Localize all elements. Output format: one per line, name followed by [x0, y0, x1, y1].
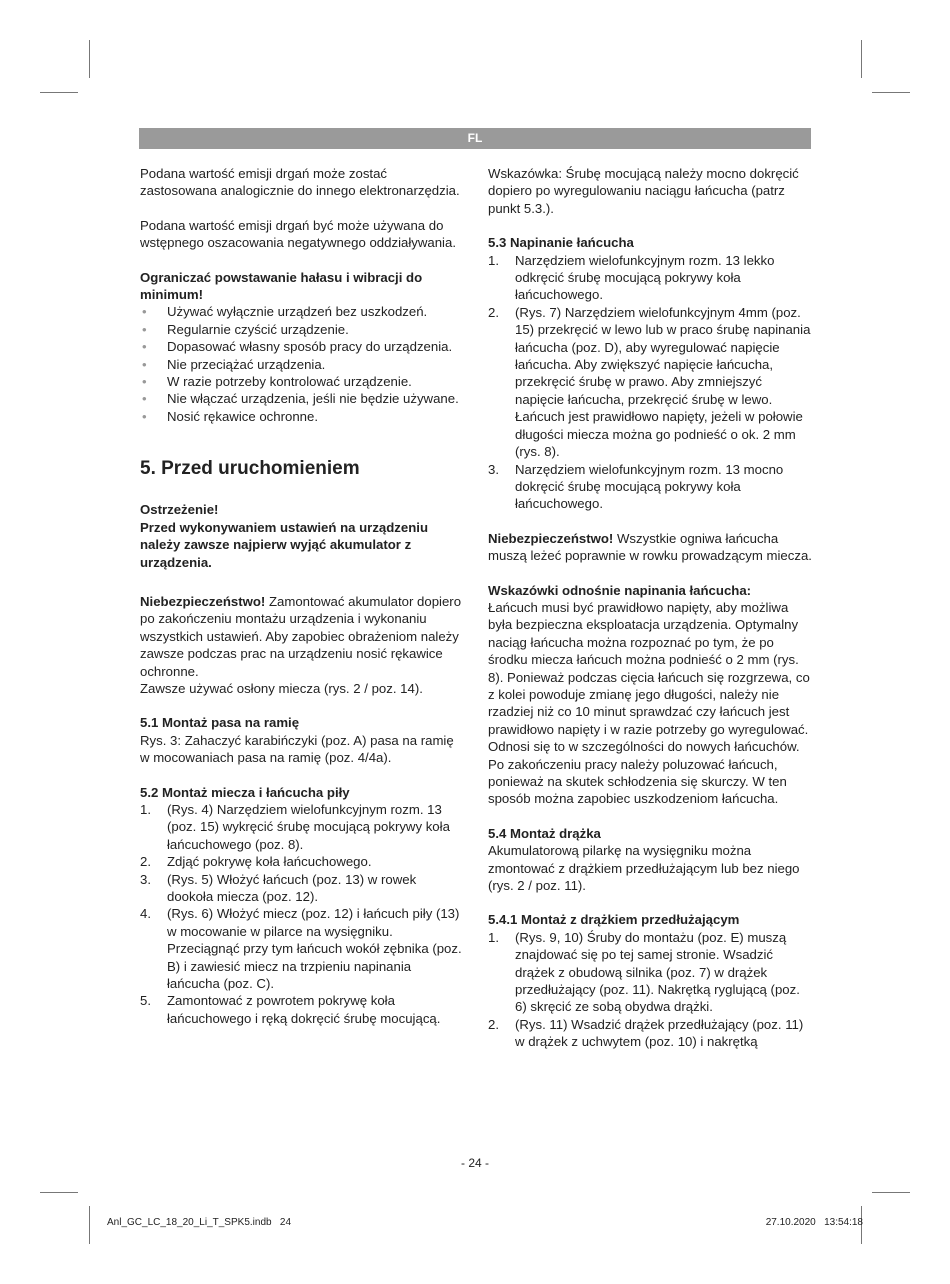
step-number: 2. [488, 304, 499, 320]
left-column [140, 165, 465, 1027]
step-number: 3. [140, 871, 151, 887]
step-text: (Rys. 7) Narzędziem wielofunkcyjnym 4mm (poz. 15) przekręcić w lewo lub w praco śrubę napinania łańcucha (poz. D), aby wyregulować napięcie łańcucha. Aby zwiększyć napięcie łańcucha, przekręcić śrubę w prawo. Aby zmniejszyć napięcie łańcucha, przekręcić śrubę w lewo. Łańcuch jest prawidłowo napięty, jeżeli w połowie długości miecza można go podnieść o ok. 2 mm (rys. 8). [515, 304, 811, 460]
paragraph: Podana wartość emisji drgań być może używana do wstępnego oszacowania negatywnego oddziaływania. [140, 217, 456, 251]
step-number: 5. [140, 993, 151, 1009]
bullet-icon: • [142, 321, 147, 337]
page-number: - 24 - [460, 1156, 489, 1170]
list-item-text: Nosić rękawice ochronne. [167, 408, 318, 424]
list-item [140, 373, 465, 390]
crop-mark [40, 92, 78, 93]
noise-heading: Ograniczać powstawanie hałasu i wibracji do minimum! [140, 269, 423, 303]
bullet-list [140, 303, 465, 425]
step-text: (Rys. 5) Włożyć łańcuch (poz. 13) w rowek dookoła miecza (poz. 12). [167, 871, 417, 904]
step-number: 2. [140, 854, 151, 870]
bullet-icon: • [142, 408, 147, 424]
danger-label: Niebezpieczeństwo! [488, 530, 614, 546]
bullet-icon: • [142, 304, 147, 320]
danger-label: Niebezpieczeństwo! [140, 593, 266, 609]
tension-heading: Wskazówki odnośnie napinania łańcucha: [488, 582, 752, 598]
list-item [140, 992, 465, 1027]
step-text: (Rys. 11) Wsadzić drążek przedłużający (poz. 11) w drążek z uchwytem (poz. 10) i nakrętką [515, 1016, 804, 1050]
print-date: 27.10.2020 13:54:18 [765, 1217, 863, 1228]
list-item-text: W razie potrzeby kontrolować urządzenie. [167, 374, 412, 390]
step-text: Zamontować z powrotem pokrywę koła łańcuchowego i ręką dokręcić śrubę mocującą. [167, 993, 441, 1026]
crop-mark [861, 40, 862, 78]
list-item [140, 905, 465, 992]
paragraph: Podana wartość emisji drgań może zostać zastosowana analogicznie do innego elektronarzędzia. [140, 166, 460, 199]
step-text: Narzędziem wielofunkcyjnym rozm. 13 lekko odkręcić śrubę mocującą pokrywy koła łańcuchowego. [515, 252, 775, 303]
danger-paragraph [140, 593, 465, 680]
step-text: Zdjąć pokrywę koła łańcuchowego. [167, 854, 372, 870]
crop-mark [872, 1192, 910, 1193]
step-number: 1. [140, 801, 151, 817]
language-header-bar [139, 128, 811, 149]
list-item [140, 303, 465, 320]
hint-paragraph: Wskazówka: Śrubę mocującą należy mocno dokręcić dopiero po wyregulowaniu naciągu łańcucha (patrz punkt 5.3.). [488, 166, 799, 216]
list-item [140, 853, 465, 870]
danger-text: Zamontować akumulator dopiero po zakończeniu montażu urządzenia i wykonaniu wszystkich ustawień. Aby zapobiec obrażeniom należy zawsze podczas prac na urządzeniu nosić rękawice ochronne. [140, 593, 462, 679]
step-text: Narzędziem wielofunkcyjnym rozm. 13 mocno dokręcić śrubę mocującą pokrywy koła łańcuchowego. [515, 461, 784, 512]
step-text: (Rys. 4) Narzędziem wielofunkcyjnym rozm. 13 (poz. 15) wykręcić śrubę mocującą pokrywy koła łańcuchowego (poz. 8). [167, 801, 450, 852]
list-item [488, 252, 813, 304]
list-item [140, 871, 465, 906]
step-number: 4. [140, 906, 151, 922]
bullet-icon: • [142, 356, 147, 372]
subsection-title: 5.2 Montaż miecza i łańcucha piły [140, 784, 350, 800]
list-item [488, 929, 813, 1016]
list-item [488, 304, 813, 461]
danger-paragraph [488, 530, 813, 565]
danger-paragraph-2: Zawsze używać osłony miecza (rys. 2 / poz. 14). [140, 680, 423, 696]
subsection-title: 5.4 Montaż drążka [488, 825, 601, 841]
list-item [488, 461, 813, 513]
language-code: FL [467, 131, 483, 145]
list-item [140, 390, 465, 407]
list-item [140, 356, 465, 373]
crop-mark [872, 92, 910, 93]
list-item-text: Nie przeciążać urządzenia. [167, 356, 326, 372]
subsection-title: 5.1 Montaż pasa na ramię [140, 715, 300, 731]
step-text: (Rys. 6) Włożyć miecz (poz. 12) i łańcuch piły (13) w mocowanie w pilarce na wysięgniku. Przeciągnąć przy tym łańcuch wokół zębnika (poz. B) i zawiesić miecz na trzpieniu napinania łańcucha (poz. C). [167, 906, 462, 992]
list-item-text: Używać wyłącznie urządzeń bez uszkodzeń. [167, 304, 428, 320]
step-number: 3. [488, 461, 499, 477]
bullet-icon: • [142, 339, 147, 355]
numbered-list [488, 929, 813, 1051]
list-item [140, 408, 465, 425]
paragraph: Łańcuch musi być prawidłowo napięty, aby możliwa była bezpieczna eksploatacja urządzenia. Optymalny naciąg łańcucha można rozpoznać po tym, że po środku miecza łańcuch można podnieść o 2 mm (rys. 8). Ponieważ podczas cięcia łańcuch się rozgrzewa, co z kolei powoduje zmianę jego długości, należy nie rzadziej niż co 10 minut sprawdzać czy łańcuch jest prawidłowo napięty i w razie potrzeby go wyregulować. Odnosi się to w szczególności do nowych łańcuchów. Po zakończeniu pracy należy poluzować łańcuch, ponieważ na skutek schłodzenia się skurczy. W ten sposób można zapobiec uszkodzeniom łańcucha. [488, 599, 810, 807]
paragraph: Akumulatorową pilarkę na wysięgniku można zmontować z drążkiem przedłużającym lub bez niego (rys. 2 / poz. 11). [488, 843, 800, 894]
section-title: 5. Przed uruchomieniem [140, 458, 360, 480]
step-number: 1. [488, 929, 499, 945]
danger-text: Wszystkie ogniwa łańcucha muszą leżeć poprawnie w rowku prowadzącym miecza. [488, 530, 812, 564]
crop-mark [40, 1192, 78, 1193]
bullet-icon: • [142, 391, 147, 407]
list-item [140, 321, 465, 338]
numbered-list [488, 252, 813, 513]
crop-mark [89, 1206, 90, 1244]
subsection-title: 5.3 Napinanie łańcucha [488, 235, 634, 251]
list-item [140, 801, 465, 853]
subsection-title: 5.4.1 Montaż z drążkiem przedłużającym [488, 912, 740, 928]
step-number: 2. [488, 1016, 499, 1032]
numbered-list [140, 801, 465, 1027]
list-item [140, 338, 465, 355]
warning-text: Przed wykonywaniem ustawień na urządzeniu należy zawsze najpierw wyjąć akumulator z urządzenia. [140, 519, 429, 570]
crop-mark [89, 40, 90, 78]
list-item-text: Nie włączać urządzenia, jeśli nie będzie używane. [167, 391, 459, 407]
list-item-text: Regularnie czyścić urządzenie. [167, 321, 349, 337]
warning-title: Ostrzeżenie! [140, 502, 219, 518]
list-item-text: Dopasować własny sposób pracy do urządzenia. [167, 339, 453, 355]
right-column [488, 165, 813, 1051]
bullet-icon: • [142, 374, 147, 390]
list-item [488, 1016, 813, 1051]
paragraph: Rys. 3: Zahaczyć karabińczyki (poz. A) pasa na ramię w mocowaniach pasa na ramię (poz. 4/4a). [140, 732, 454, 766]
step-number: 1. [488, 252, 499, 268]
file-name: Anl_GC_LC_18_20_Li_T_SPK5.indb 24 [107, 1217, 292, 1228]
step-text: (Rys. 9, 10) Śruby do montażu (poz. E) muszą znajdować się po tej samej stronie. Wsadzić drążek z obudową silnika (poz. 7) w drążek przedłużający (poz. 11). Nakrętką ryglującą (poz. 6) skręcić ze sobą obydwa drążki. [515, 929, 800, 1015]
